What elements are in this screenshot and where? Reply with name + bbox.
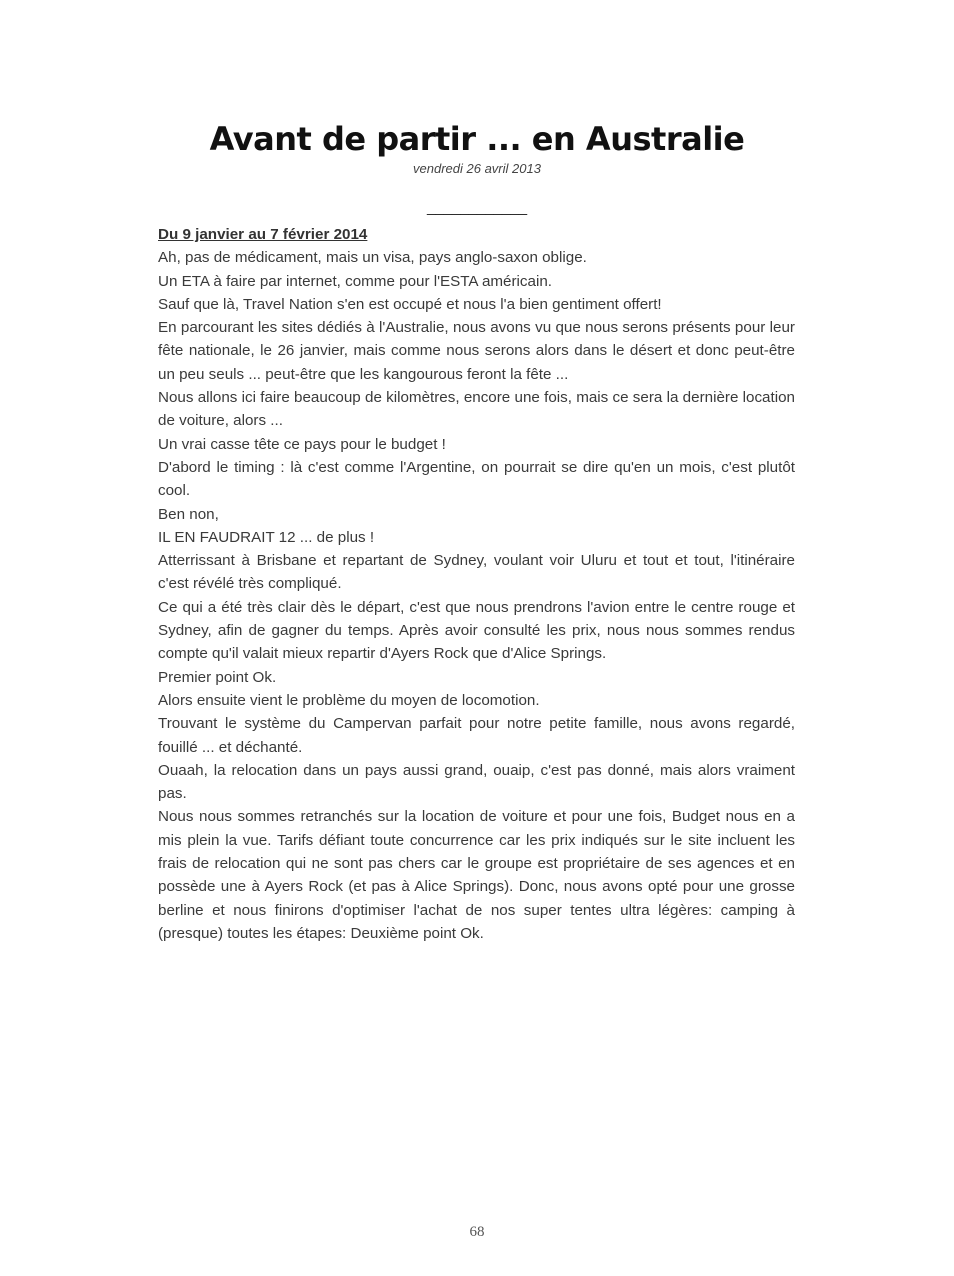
paragraph: Sauf que là, Travel Nation s'en est occupé et nous l'a bien gentiment offert! xyxy=(158,295,662,313)
paragraph: Atterrissant à Brisbane et repartant de Sydney, voulant voir Uluru et tout et tout, l'itinéraire c'est révélé très compliqué. xyxy=(158,552,795,593)
paragraph: Nous allons ici faire beaucoup de kilomètres, encore une fois, mais ce sera la dernière location de voiture, alors ... xyxy=(158,389,795,430)
paragraph: Ben non, xyxy=(158,505,219,523)
paragraph: Ouaah, la relocation dans un pays aussi grand, ouaip, c'est pas donné, mais alors vraiment pas. xyxy=(158,761,795,803)
paragraph: Trouvant le système du Campervan parfait pour notre petite famille, nous avons regardé, fouillé ... et déchanté. xyxy=(158,715,795,756)
article-body xyxy=(158,223,795,945)
paragraph: Alors ensuite vient le problème du moyen de locomotion. xyxy=(158,691,540,709)
paragraph: D'abord le timing : là c'est comme l'Argentine, on pourrait se dire qu'en un mois, c'est plutôt cool. xyxy=(158,458,795,500)
paragraph: Un vrai casse tête ce pays pour le budget ! xyxy=(158,435,446,453)
paragraph: Un ETA à faire par internet, comme pour l'ESTA américain. xyxy=(158,272,552,290)
page-number: 68 xyxy=(469,1224,485,1240)
post-date: vendredi 26 avril 2013 xyxy=(413,161,541,176)
paragraph: Premier point Ok. xyxy=(158,668,277,686)
section-subtitle: Du 9 janvier au 7 février 2014 xyxy=(158,226,368,243)
paragraph: Ah, pas de médicament, mais un visa, pays anglo-saxon oblige. xyxy=(158,249,587,267)
paragraph: IL EN FAUDRAIT 12 ... de plus ! xyxy=(158,528,375,546)
paragraph: Nous nous sommes retranchés sur la location de voiture et pour une fois, Budget nous en a mis plein la vue. Tarifs défiant toute concurrence car les prix indiqués sur le site incluent les frais de relocation qui ne sont pas chers car le groupe est propriétaire de ses agences et en possède une à Ayers Rock (et pas à Alice Springs). Donc, nous avons opté pour une grosse berline et nous finirons d'optimiser l'achat de nos super tentes ultra légères: camping à (presque) toutes les étapes: Deuxième point Ok. xyxy=(158,808,795,942)
paragraph: En parcourant les sites dédiés à l'Australie, nous avons vu que nous serons présents pour leur fête nationale, le 26 janvier, mais comme nous serons alors dans le désert et donc peut-être un peu seuls ... peut-être que les kangourous feront la fête ... xyxy=(158,319,795,383)
paragraph: Ce qui a été très clair dès le départ, c'est que nous prendrons l'avion entre le centre rouge et Sydney, afin de gagner du temps. Après avoir consulté les prix, nous nous sommes rendus compte qu'il valait mieux repartir d'Ayers Rock que d'Alice Springs. xyxy=(158,598,795,663)
separator-line: ____________ xyxy=(426,199,528,216)
page-title: Avant de partir ... en Australie xyxy=(209,120,745,158)
